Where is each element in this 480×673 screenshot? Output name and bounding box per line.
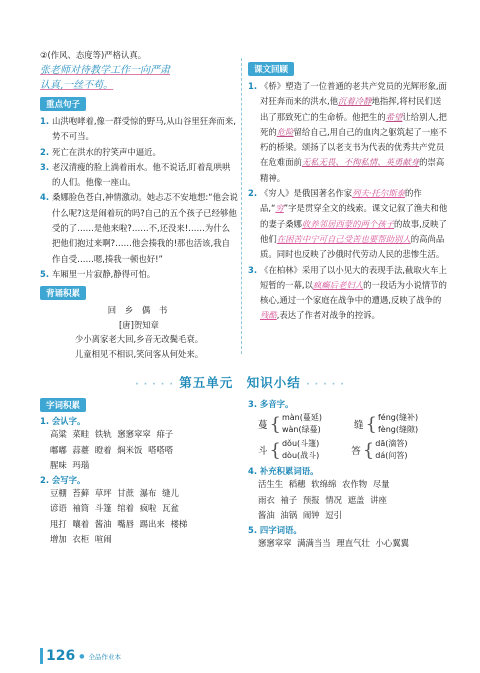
word-row: 酱油 油锅 闹钟 逗引 — [258, 510, 343, 520]
polyphone-item: 斗 { dǒu(斗篷) dòu(战斗) — [258, 439, 320, 461]
poem — [40, 303, 238, 361]
right-column — [248, 58, 448, 324]
word-row: 高粱 菜畦 铁轨 窸窸窣窣 痱子 — [50, 429, 174, 439]
list-item: 5. 车厢里一片寂静,静得可怕。 — [40, 268, 156, 279]
list-item: 4. 桑娜脸色苍白,神情激动。她忐忑不安地想:“他会说什么呢?这是闹着玩的吗?自己的五个孩子已经够他受的了……是他来啦?……不,还没来!……为什么把他们抱过来啊?……他会揍我的!那也活该,我自作自受……嗯,揍我一顿也好!” — [40, 192, 238, 264]
poem-title: 回 乡 偶 书 — [107, 305, 171, 316]
list-item: 1. 《桥》塑造了一位普通的老共产党员的光辉形象,面对狂奔而来的洪水,他沉着冷静地指挥,将村民们送出了那致死亡的生命桥。他把生的希望让给别人,把死的危险留给自己,用自己的血肉之躯筑起了一座不朽的桥梁。颂扬了以老支书为代表的优秀共产党员在危难面前无私无畏、不徇私情、英勇献身的崇高精神。 — [248, 81, 447, 183]
handwritten-answer-line2: 认真,一丝不苟。 — [40, 80, 114, 91]
handwritten-answer-line1: 张老师对待教学工作一向严肃 — [40, 65, 170, 76]
word-row: 增加 衣柜 喧闹 — [50, 534, 112, 544]
poem-author: [唐]贺知章 — [118, 319, 160, 330]
text-review-list — [248, 79, 448, 324]
vocab-meaning: ②(作风、态度等)严格认真。 — [40, 50, 147, 60]
polyphone-row — [248, 436, 448, 462]
unit-title: · · · · · 第五单元 知识小结 · · · · · — [135, 375, 345, 390]
word-row: 活生生 稻穗 软绵绵 农作物 尽量 — [258, 479, 390, 489]
subsection-heading: 5. 四字词语。 — [248, 524, 302, 535]
section-tag-vocab: 字词积累 — [40, 398, 86, 412]
subsection-heading: 1. 会认字。 — [40, 416, 86, 426]
polyphone-item: 答 { dā(滴答) dá(问答) — [351, 439, 408, 461]
left-column — [40, 48, 238, 361]
word-row: 谚语 袖筒 斗篷 绾着 疯啦 瓦盆 — [50, 503, 179, 513]
word-row: 嘟嘟 蒜薹 瞪着 焖米饭 嗒嗒嗒 — [50, 444, 174, 455]
word-row: 腥味 玛瑙 — [50, 460, 90, 470]
list-item: 1. 山洪咆哮着,像一群受惊的野马,从山谷里狂奔而来,势不可当。 — [40, 116, 236, 142]
column-divider — [241, 58, 243, 354]
subsection-heading: 3. 多音字。 — [248, 399, 294, 409]
list-item: 3. 《在柏林》采用了以小见大的表现手法,截取火车上短暂的一幕,以疯癫后老妇人的一段话为小说情节的核心,通过一个家庭在战争中的遭遇,反映了战争的残酷,表达了作者对战争的控诉。 — [248, 264, 447, 321]
list-item: 2. 死亡在洪水的狞笑声中逼近。 — [40, 146, 161, 157]
bottom-right-column — [248, 394, 448, 551]
polyphone-row — [248, 410, 448, 436]
poem-line: 少小离家老大回,乡音无改鬓毛衰。 — [74, 334, 204, 345]
poem-line: 儿童相见不相识,笑问客从何处来。 — [74, 348, 204, 359]
section-tag-recitation: 背诵积累 — [40, 286, 86, 300]
list-item: 2. 《穷人》是俄国著名作家列夫·托尔斯泰的作品,“穷”字是贯穿全文的线索。课文记叙了渔夫和他的妻子桑娜收养邻居西蒙的两个孩子的故事,反映了他们在困苦中宁可自己受苦也要帮助别人的高尚品质。同时也反映了沙俄时代劳动人民的悲惨生活。 — [248, 188, 448, 260]
book-title: 全品作业本 — [88, 652, 121, 661]
word-row: 甩打 嚷着 酱油 嘴唇 踢出来 楼梯 — [50, 518, 188, 529]
polyphone-item: 蔓 { màn(蔓延) wàn(绿蔓) — [258, 413, 322, 435]
list-item: 3. 老汉清瘦的脸上淌着雨水。他不说话,盯着乱哄哄的人们。他像一座山。 — [40, 161, 231, 188]
subsection-heading: 4. 补充积累词语。 — [248, 466, 319, 476]
bottom-left-column — [40, 394, 240, 548]
page-footer — [40, 648, 121, 664]
page-number: 126 — [40, 648, 75, 664]
word-row: 雨衣 袖子 预报 情况 遮盖 讲座 — [258, 494, 387, 505]
polyphone-item: 缝 { féng(缝补) fèng(缝隙) — [353, 413, 419, 435]
subsection-heading: 2. 会写字。 — [40, 474, 86, 485]
key-sentences-list — [40, 114, 238, 282]
section-tag-text-review: 课文回顾 — [248, 62, 294, 76]
word-row: 窸窸窣窣 满满当当 理直气壮 小心翼翼 — [258, 537, 410, 548]
footer-dot: ● — [79, 652, 85, 660]
section-tag-key-sentences: 重点句子 — [40, 97, 86, 111]
word-row: 豆棚 苔藓 草坪 甘蔗 瀑布 缝儿 — [50, 487, 179, 498]
